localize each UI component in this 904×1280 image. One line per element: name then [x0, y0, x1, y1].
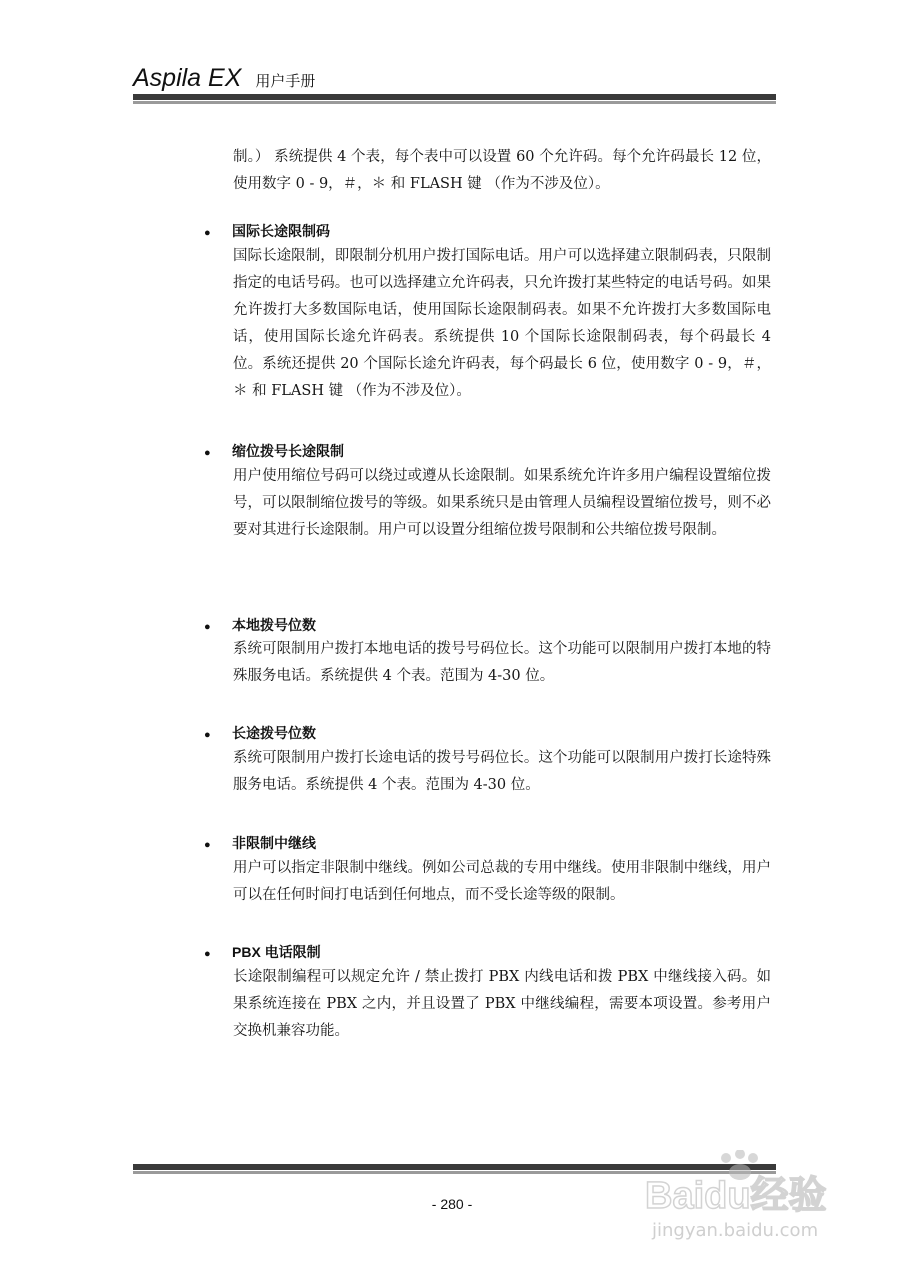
section-heading-pbx — [204, 942, 321, 962]
section-heading-text: 长途拨号位数 — [232, 725, 316, 741]
baidu-watermark — [640, 1150, 860, 1249]
watermark-brand: Baidu经验 — [645, 1175, 827, 1217]
bullet-icon: ● — [204, 447, 211, 459]
section-body-pbx: 长途限制编程可以规定允许 / 禁止拨打 PBX 内线电话和拨 PBX 中继线接入码。如果系统连接在 PBX 之内，并且设置了 PBX 中继线编程，需要本项设置。参考用户交换机兼容功能。 — [233, 969, 771, 1039]
bullet-icon: ● — [204, 621, 211, 633]
section-heading-text: 缩位拨号长途限制 — [232, 443, 344, 459]
section-heading-intl-toll — [204, 221, 330, 241]
section-heading-text: 国际长途限制码 — [232, 223, 330, 239]
section-heading-text: PBX 电话限制 — [232, 944, 321, 960]
section-heading-unrestricted-trunk — [204, 833, 316, 853]
header-rule-thin — [133, 101, 776, 104]
section-body-intl-toll: 国际长途限制，即限制分机用户拨打国际电话。用户可以选择建立限制码表，只限制指定的电话号码。也可以选择建立允许码表，只允许拨打某些特定的电话号码。如果允许拨打大多数国际电话，使用国际长途限制码表。如果不允许拨打大多数国际电话，使用国际长途允许码表。系统提供 10 个国际长途限制码表，每个码最长 4 位。系统还提供 20 个国际长途允许码表，每个码最长 6 位，使用数字 0 - 9，＃，＊ 和 FLASH 键 （作为不涉及位）。 — [233, 248, 771, 399]
paw-toe-icon — [748, 1153, 758, 1163]
manual-subtitle: 用户手册 — [255, 73, 316, 90]
bullet-icon: ● — [204, 729, 211, 741]
section-body-unrestricted-trunk: 用户可以指定非限制中继线。例如公司总裁的专用中继线。使用非限制中继线，用户可以在任何时间打电话到任何地点，而不受长途等级的限制。 — [233, 860, 771, 903]
header — [133, 64, 315, 93]
watermark-url: jingyan.baidu.com — [652, 1220, 819, 1241]
paw-toe-icon — [735, 1150, 745, 1159]
bullet-icon: ● — [204, 839, 211, 851]
section-body-long-digits: 系统可限制用户拨打长途电话的拨号号码位长。这个功能可以限制用户拨打长途特殊服务电话。系统提供 4 个表。范围为 4-30 位。 — [233, 750, 771, 793]
section-heading-speed-dial — [204, 441, 344, 461]
section-heading-text: 本地拨号位数 — [232, 617, 316, 633]
page-number: - 280 - — [431, 1196, 473, 1212]
section-heading-long-digits — [204, 723, 316, 743]
section-body-local-digits: 系统可限制用户拨打本地电话的拨号号码位长。这个功能可以限制用户拨打本地的特殊服务电话。系统提供 4 个表。范围为 4-30 位。 — [233, 641, 771, 684]
intro-paragraph: 制。） 系统提供 4 个表，每个表中可以设置 60 个允许码。每个允许码最长 12 位，使用数字 0 - 9，＃，＊ 和 FLASH 键 （作为不涉及位）。 — [233, 149, 771, 192]
brand-title: Aspila EX — [133, 64, 242, 92]
paw-toe-icon — [721, 1153, 731, 1163]
bullet-icon: ● — [204, 227, 211, 239]
bullet-icon: ● — [204, 948, 211, 960]
header-rule-thick — [133, 94, 776, 100]
section-heading-local-digits — [204, 615, 316, 635]
section-heading-text: 非限制中继线 — [232, 835, 316, 851]
section-body-speed-dial: 用户使用缩位号码可以绕过或遵从长途限制。如果系统允许许多用户编程设置缩位拨号，可以限制缩位拨号的等级。如果系统只是由管理人员编程设置缩位拨号，则不必要对其进行长途限制。用户可以设置分组缩位拨号限制和公共缩位拨号限制。 — [233, 468, 771, 538]
